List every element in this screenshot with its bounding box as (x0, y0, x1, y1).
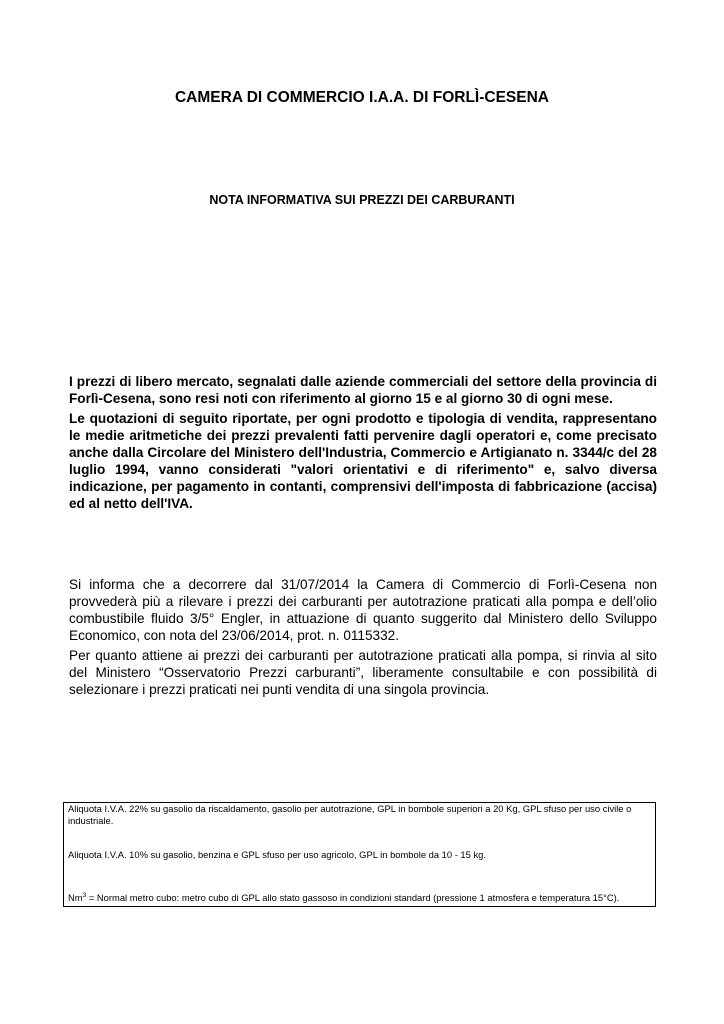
intro-paragraph-1: I prezzi di libero mercato, segnalati dalle aziende commerciali del settore della provincia di Forlì-Cesena, sono resi noti con riferimento al giorno 15 e al giorno 30 di ogni mese. (69, 374, 657, 406)
intro-paragraph-2: Le quotazioni di seguito riportate, per ogni prodotto e tipologia di vendita, rappresentano le medie aritmetiche dei prezzi prevalenti fatti pervenire dagli operatori e, come precisato anche dalla Circolare del Ministero dell'Industria, Commercio e Artigianato n. 3344/c del 28 luglio 1994, vanno considerati "valori orientativi e di riferimento" e, salvo diversa indicazione, per pagamento in contanti, comprensivi dell'imposta di fabbricazione (accisa) ed al netto dell'IVA. (69, 411, 657, 511)
notice-paragraph-2: Per quanto attiene ai prezzi dei carburanti per autotrazione praticati alla pompa, si rinvia al sito del Ministero “Osservatorio Prezzi carburanti”, liberamente consultabile e con possibilità di selezionare i prezzi praticati nei punti vendita di una singola provincia. (69, 648, 657, 697)
note-vat-10: Aliquota I.V.A. 10% su gasolio, benzina e GPL sfuso per uso agricolo, GPL in bombole da 10 - 15 kg. (68, 849, 486, 860)
notes-box (63, 802, 656, 907)
page-subtitle: NOTA INFORMATIVA SUI PREZZI DEI CARBURANTI (209, 193, 515, 207)
note-nm3-unit: Nm (68, 892, 83, 903)
note-nm3 (68, 890, 651, 904)
notice-section (69, 576, 657, 701)
intro-section (69, 373, 657, 515)
note-nm3-superscript: 3 (82, 892, 87, 899)
notice-paragraph-1: Si informa che a decorrere dal 31/07/2014 la Camera di Commercio di Forlì-Cesena non provvederà più a rilevare i prezzi dei carburanti per autotrazione praticati alla pompa e dell’olio combustibile fluido 3/5° Engler, in attuazione di quanto suggerito dal Ministero dello Sviluppo Economico, con nota del 23/06/2014, prot. n. 0115332. (69, 577, 657, 643)
page-title: CAMERA DI COMMERCIO I.A.A. DI FORLÌ-CESENA (174, 89, 549, 106)
note-nm3-text: = Normal metro cubo: metro cubo di GPL allo stato gassoso in condizioni standard (pressione 1 atmosfera e temperatura 15°C). (86, 892, 620, 903)
note-vat-22: Aliquota I.V.A. 22% su gasolio da riscaldamento, gasolio per autotrazione, GPL in bombole superiori a 20 Kg, GPL sfuso per uso civile o industriale. (68, 803, 632, 826)
